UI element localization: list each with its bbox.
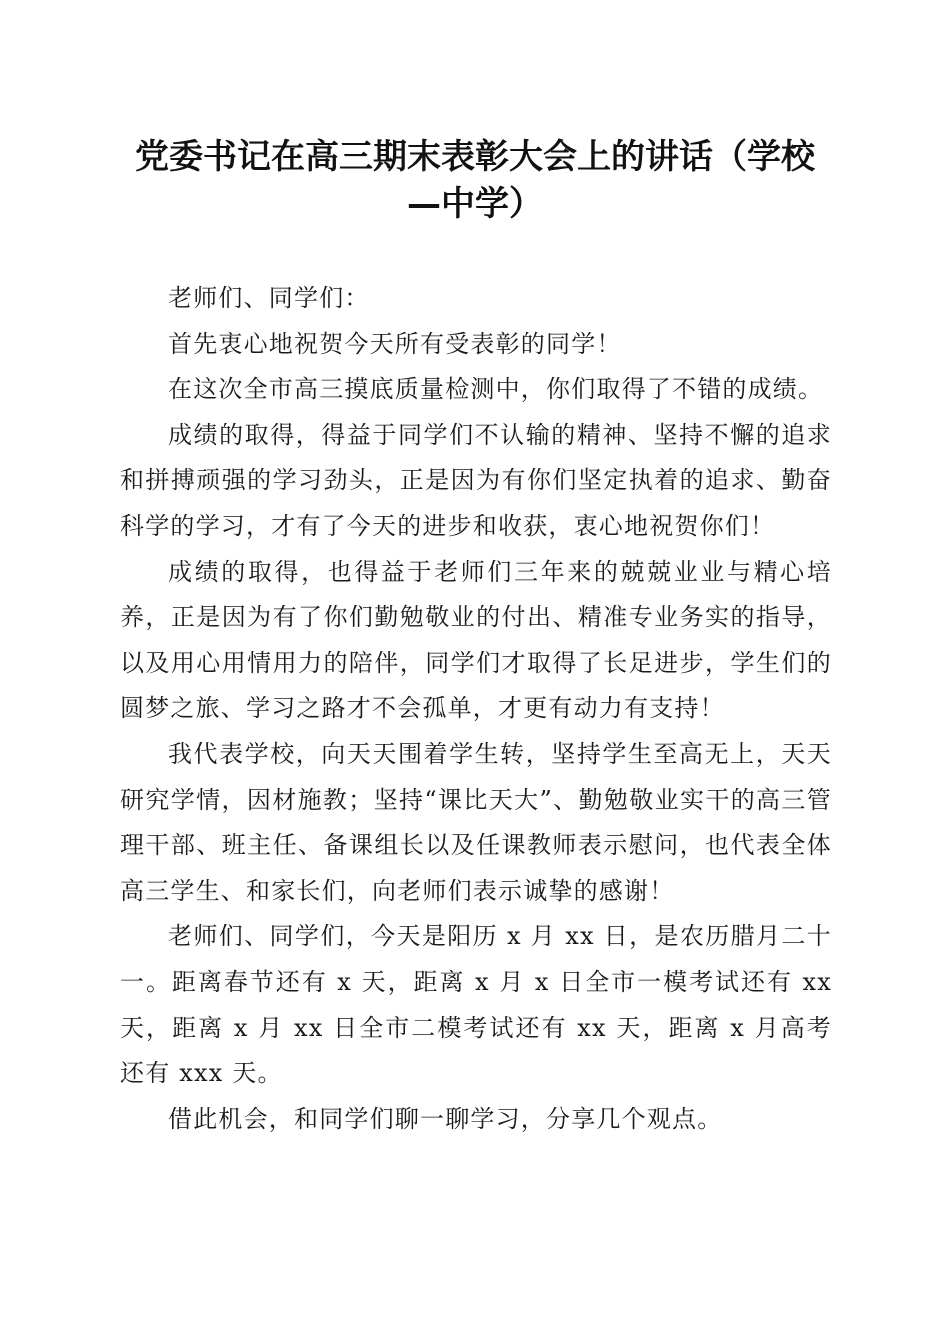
paragraph: 首先衷心地祝贺今天所有受表彰的同学！: [168, 329, 622, 358]
paragraph: 成绩的取得，也得益于老师们三年来的兢兢业业与精心培养，正是因为有了你们勤勉敬业的付出、精准专业务实的指导，以及用心用情用力的陪伴，同学们才取得了长足进步，学生们的圆梦之旅、学习之路才不会孤单，才更有动力有支持！: [120, 557, 832, 723]
paragraph: 借此机会，和同学们聊一聊学习，分享几个观点。: [168, 1104, 723, 1133]
title-line-2: —中学）: [407, 184, 543, 224]
paragraph: 老师们、同学们，今天是阳历 x 月 xx 日，是农历腊月二十一。距离春节还有 x 天，距离 x 月 x 日全市一模考试还有 xx 天，距离 x 月 xx 日全市二模考试还有 xx 天，距离 x 月高考还有 xxx 天。: [120, 922, 832, 1088]
document-body: [120, 276, 832, 1142]
paragraph: 我代表学校，向天天围着学生转，坚持学生至高无上，天天研究学情，因材施教；坚持“课比天大”、勤勉敬业实干的高三管理干部、班主任、备课组长以及任课教师表示慰问，也代表全体高三学生、和家长们，向老师们表示诚挚的感谢！: [120, 739, 832, 905]
paragraph-salutation: 老师们、同学们：: [168, 284, 370, 312]
title-line-1: 党委书记在高三期末表彰大会上的讲话（学校: [135, 137, 815, 177]
paragraph: 成绩的取得，得益于同学们不认输的精神、坚持不懈的追求和拼搏顽强的学习劲头，正是因为有你们坚定执着的追求、勤奋科学的学习，才有了今天的进步和收获，衷心地祝贺你们！: [120, 420, 832, 540]
paragraph: 在这次全市高三摸底质量检测中，你们取得了不错的成绩。: [168, 375, 824, 404]
document-title: [100, 134, 850, 228]
